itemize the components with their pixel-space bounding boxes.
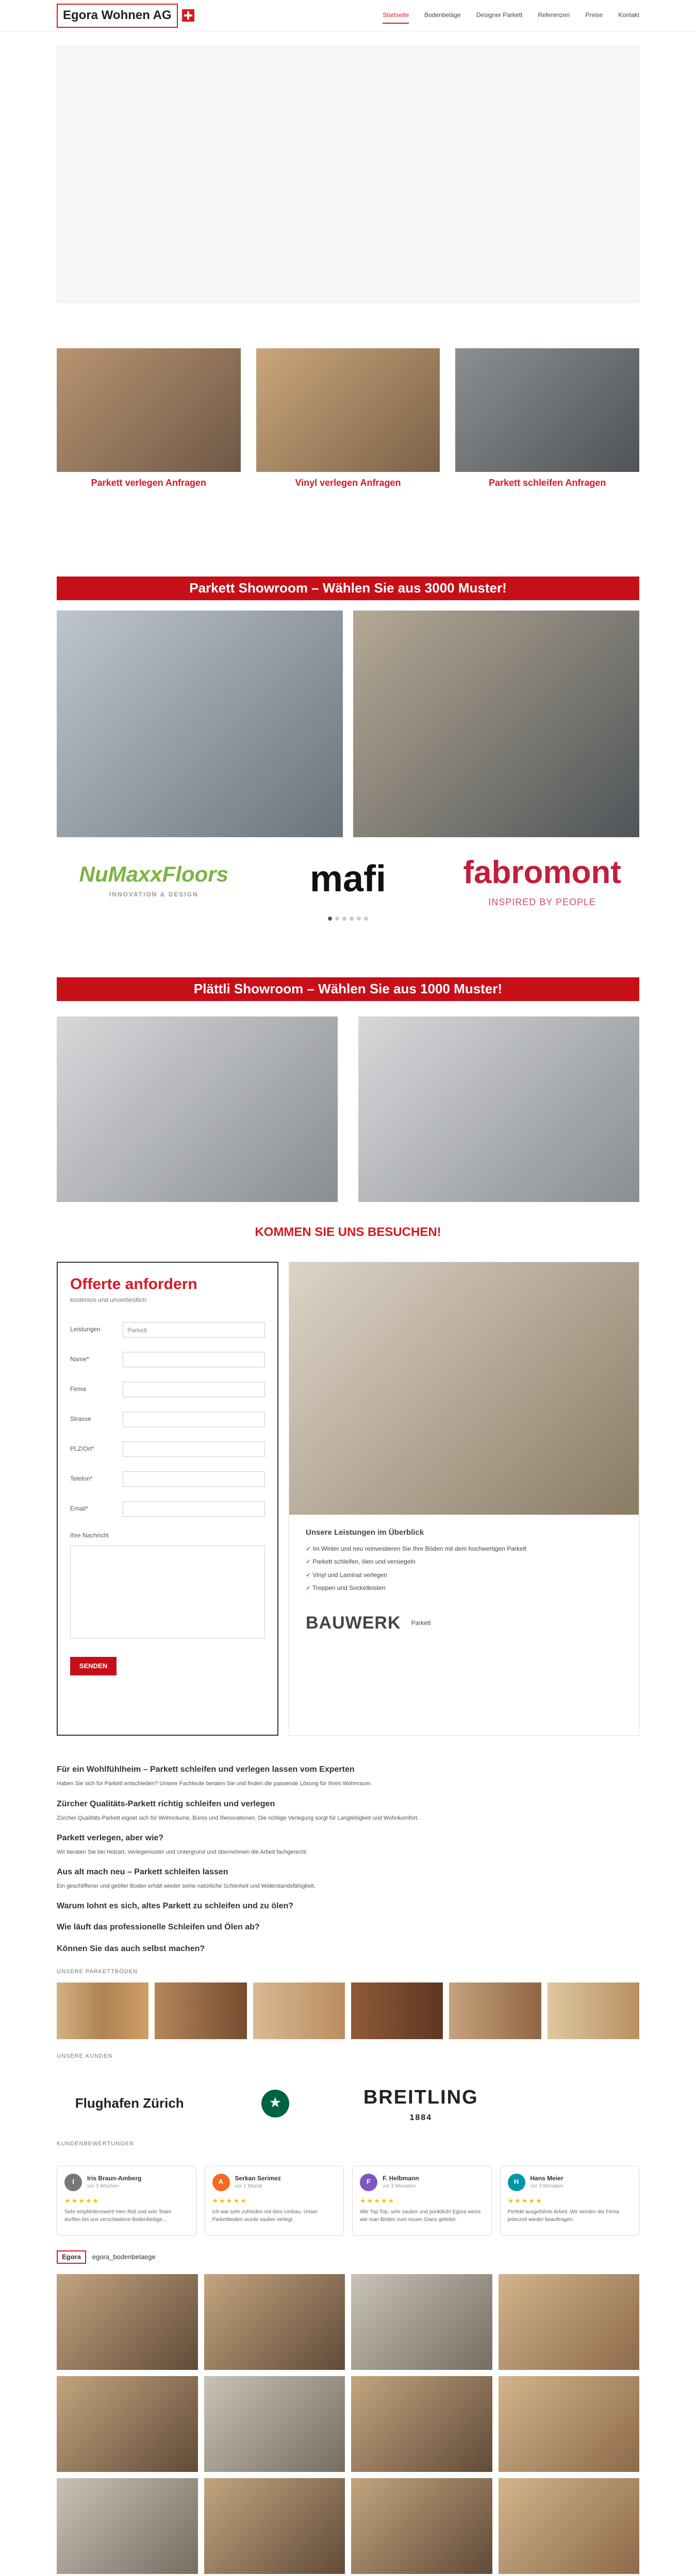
brand-carousel <box>57 850 639 906</box>
vinyl-image <box>256 348 440 472</box>
plaettli-showroom-banner: Plättli Showroom – Wählen Sie aus 1000 Muster! <box>57 977 639 1001</box>
street-input[interactable] <box>123 1412 265 1427</box>
swiss-flag-icon <box>182 9 194 22</box>
form-row <box>70 1412 265 1427</box>
form-row <box>70 1501 265 1517</box>
content-paragraph: Haben Sie sich für Parkett entschieden? Unsere Fachleute beraten Sie und finden die passende Lösung für Ihren Wohnraum. <box>57 1781 372 1787</box>
review-text: Ich war sehr zufrieden mit dem Umbau. Unser Parkettboden wurde sauber verlegt. <box>212 2209 318 2223</box>
company-input[interactable] <box>123 1382 265 1397</box>
content-paragraph: Zürcher Qualitäts-Parkett eignet sich für Wohnräume, Büros und Renovationen. Die richtige Verlegung sorgt für Langlebigkeit und Wohnkomfort. <box>57 1815 419 1821</box>
instagram-post[interactable] <box>499 2376 640 2472</box>
instagram-post[interactable] <box>204 2376 345 2472</box>
review-date: vor 2 Monaten <box>383 2183 416 2190</box>
review-text: Alle Top Top, sehr sauber und pünktlich! Egora weiss wie man Böden zum neuen Glanz geleitet. <box>360 2209 481 2223</box>
visit-heading: KOMMEN SIE UNS BESUCHEN! <box>255 1225 441 1239</box>
review-text: Sehr empfehlenswert! Herr Reli und sein Team durften bei uns verschiedene Bodenbeläge... <box>64 2209 172 2223</box>
hero-image <box>57 45 639 303</box>
wood-sample[interactable] <box>351 1982 443 2039</box>
field-label: Telefon* <box>70 1475 93 1483</box>
site-header <box>0 0 696 32</box>
field-label: Firma <box>70 1385 86 1393</box>
flughafen-zurich-logo: Flughafen Zürich <box>75 2095 184 2111</box>
brand-mafi: mafi <box>309 858 387 900</box>
starbucks-logo: ★ <box>261 2090 289 2117</box>
tile-image-left <box>57 1016 338 1202</box>
category-vinyl[interactable] <box>256 348 440 489</box>
wood-carousel <box>57 1982 639 2039</box>
nav-designer-parkett[interactable]: Designer Parkett <box>476 11 523 19</box>
form-row <box>70 1471 265 1487</box>
category-parkett[interactable] <box>57 348 241 489</box>
review-card <box>205 2166 344 2236</box>
bauwerk-subtitle: Parkett <box>411 1619 431 1626</box>
logo-text: Egora Wohnen AG <box>57 4 178 28</box>
review-card <box>57 2166 196 2236</box>
content-heading: Zürcher Qualitäts-Parkett richtig schleifen und verlegen <box>57 1799 275 1808</box>
carousel-dot[interactable] <box>335 917 339 921</box>
plaettli-showroom-images <box>57 1016 639 1202</box>
main-nav <box>383 8 639 24</box>
wood-sample[interactable] <box>57 1982 148 2039</box>
nav-startseite[interactable]: Startseite <box>383 8 409 24</box>
logo[interactable] <box>57 4 194 28</box>
offer-title: Offerte anfordern <box>70 1276 197 1293</box>
woods-label: UNSERE PARKETTBÖDEN <box>57 1968 138 1975</box>
service-item: ✓ Vinyl und Laminat verlegen <box>306 1571 622 1580</box>
schleifen-image <box>455 348 639 472</box>
service-item: ✓ Parkett schleifen, ölen und versiegeln <box>306 1557 622 1566</box>
form-row <box>70 1382 265 1397</box>
form-row <box>70 1352 265 1367</box>
carousel-dots <box>0 917 696 921</box>
breitling-year: 1884 <box>409 2113 433 2122</box>
instagram-post[interactable] <box>57 2376 198 2472</box>
review-date: vor 1 Monat <box>235 2183 262 2190</box>
content-heading: Warum lohnt es sich, altes Parkett zu schleifen und zu ölen? <box>57 1902 294 1911</box>
wood-sample[interactable] <box>449 1982 541 2039</box>
services-list <box>289 1515 639 1648</box>
review-card <box>352 2166 492 2236</box>
review-header <box>64 2174 189 2191</box>
category-title: Parkett schleifen Anfragen <box>488 478 606 488</box>
nav-bodenbelaege[interactable]: Bodenbeläge <box>424 11 461 19</box>
showroom-promo-image <box>289 1262 639 1515</box>
instagram-post[interactable] <box>57 2478 198 2574</box>
service-item: ✓ Im Winter und neu reinvestieren Sie Ihre Böden mit dem hochwertigen Parkett <box>306 1545 622 1553</box>
review-header <box>508 2174 632 2191</box>
brand-numaxx-name: NuMaxxFloors <box>79 862 229 887</box>
review-header <box>360 2174 484 2191</box>
instagram-post[interactable] <box>351 2376 492 2472</box>
review-date: vor 3 Monaten <box>530 2183 564 2190</box>
field-label: Strasse <box>70 1415 91 1423</box>
instagram-handle[interactable]: egora_bodenbelaege <box>92 2252 156 2261</box>
instagram-post[interactable] <box>351 2274 492 2370</box>
offer-form <box>57 1262 278 1736</box>
content-heading: Können Sie das auch selbst machen? <box>57 1944 205 1953</box>
name-input[interactable] <box>123 1352 265 1367</box>
breitling-name: BREITLING <box>363 2086 478 2108</box>
breitling-logo <box>348 2083 494 2124</box>
parkett-image <box>57 348 241 472</box>
wood-sample[interactable] <box>253 1982 345 2039</box>
field-label: Leistungen <box>70 1326 101 1333</box>
wood-sample[interactable] <box>155 1982 246 2039</box>
clients-label: UNSERE KUNDEN <box>57 2053 113 2059</box>
review-card <box>500 2166 640 2236</box>
content-title: Für ein Wohlfühlheim – Parkett schleifen und verlegen lassen vom Experten <box>57 1765 355 1774</box>
client-logos <box>57 2080 639 2127</box>
avatar: I <box>64 2174 82 2191</box>
reviews-grid <box>57 2166 639 2236</box>
avatar: F <box>360 2174 377 2191</box>
rating-stars: ★★★★★ <box>507 2196 543 2205</box>
submit-button[interactable]: SENDEN <box>70 1657 117 1675</box>
carousel-dot[interactable] <box>357 917 361 921</box>
review-meta <box>235 2174 281 2191</box>
bauwerk-logo <box>306 1611 622 1636</box>
offer-subtitle: kostenlos und unverbindlich <box>70 1296 147 1303</box>
email-input[interactable] <box>123 1501 265 1517</box>
reviewer-name: F. Helbmann <box>383 2174 419 2182</box>
instagram-post[interactable] <box>351 2478 492 2574</box>
nav-referenzen[interactable]: Referenzen <box>538 11 570 19</box>
instagram-grid <box>57 2274 639 2574</box>
reviewer-name: Iris Braun-Amberg <box>87 2174 142 2182</box>
review-header <box>212 2174 337 2191</box>
content-paragraph: Ein geschliffener und geölter Boden erhält wieder seine natürliche Schönheit und Widerstandsfähigkeit. <box>57 1883 316 1890</box>
tile-image-right <box>358 1016 639 1202</box>
review-text: Perfekt ausgeführte Arbeit. Wir würden die Firma jederzeit wieder beauftragen. <box>507 2209 619 2223</box>
zip-city-input[interactable] <box>123 1442 265 1457</box>
brand-fabromont-name: fabromont <box>463 854 621 890</box>
rating-stars: ★★★★★ <box>212 2196 247 2205</box>
brand-fabromont-tag: INSPIRED BY PEOPLE <box>488 897 596 908</box>
review-date: vor 3 Wochen <box>87 2183 119 2190</box>
review-meta <box>383 2174 419 2191</box>
form-row <box>70 1442 265 1457</box>
review-meta <box>531 2174 564 2191</box>
content-heading: Aus alt mach neu – Parkett schleifen lassen <box>57 1868 228 1876</box>
reviewer-name: Serkan Serimez <box>235 2174 281 2182</box>
field-label: PLZ/Ort* <box>70 1445 94 1453</box>
avatar: H <box>508 2174 525 2191</box>
offer-section <box>57 1262 639 1736</box>
instagram-post[interactable] <box>499 2478 640 2574</box>
reviewer-name: Hans Meier <box>530 2174 564 2182</box>
carousel-dot[interactable] <box>350 917 354 921</box>
brand-numaxx-tag: INNOVATION & DESIGN <box>109 891 198 899</box>
services-title: Unsere Leistungen im Überblick <box>306 1528 424 1537</box>
field-label: Email* <box>70 1505 88 1513</box>
brand-fabromont <box>445 850 639 909</box>
rating-stars: ★★★★★ <box>360 2196 395 2205</box>
field-label: Name* <box>70 1355 89 1363</box>
carousel-dot[interactable] <box>364 917 368 921</box>
service-item: ✓ Treppen und Sockelleisten <box>306 1584 622 1592</box>
parkett-showroom-banner: Parkett Showroom – Wählen Sie aus 3000 Muster! <box>57 577 639 600</box>
content-heading: Wie läuft das professionelle Schleifen und Ölen ab? <box>57 1923 260 1932</box>
instagram-post[interactable] <box>204 2478 345 2574</box>
showroom-image-right <box>353 611 639 837</box>
instagram-post[interactable] <box>499 2274 640 2370</box>
article-content <box>57 1764 639 1955</box>
avatar: A <box>212 2174 230 2191</box>
message-textarea[interactable] <box>70 1546 265 1638</box>
rating-stars: ★★★★★ <box>64 2196 100 2205</box>
content-heading: Parkett verlegen, aber wie? <box>57 1833 164 1842</box>
service-categories <box>57 348 639 489</box>
reviews-label: KUNDENBEWERTUNGEN <box>57 2140 135 2147</box>
brand-numaxx <box>57 859 251 899</box>
nav-kontakt[interactable]: Kontakt <box>618 11 639 19</box>
instagram-post[interactable] <box>204 2274 345 2370</box>
instagram-header <box>57 2250 639 2264</box>
phone-input[interactable] <box>123 1471 265 1487</box>
services-select[interactable]: Parkett <box>123 1322 265 1337</box>
category-title: Parkett verlegen Anfragen <box>91 478 207 488</box>
wood-sample[interactable] <box>548 1982 639 2039</box>
category-schleifen[interactable] <box>455 348 639 489</box>
parkett-showroom-images <box>57 611 639 837</box>
message-label: Ihre Nachricht <box>70 1532 109 1539</box>
services-items <box>306 1545 622 1593</box>
content-paragraph: Wir beraten Sie bei Holzart, Verlegemuster und Untergrund und übernehmen die Arbeit fachgerecht. <box>57 1849 308 1855</box>
nav-preise[interactable]: Preise <box>585 11 603 19</box>
review-meta <box>87 2174 141 2191</box>
category-title: Vinyl verlegen Anfragen <box>295 478 401 488</box>
showroom-image-left <box>57 611 343 837</box>
services-promo <box>289 1262 639 1736</box>
form-row <box>70 1322 265 1337</box>
carousel-dot[interactable] <box>328 917 332 921</box>
instagram-post[interactable] <box>57 2274 198 2370</box>
carousel-dot[interactable] <box>342 917 346 921</box>
bauwerk-name: BAUWERK <box>306 1613 401 1633</box>
instagram-logo: Egora <box>57 2250 86 2264</box>
